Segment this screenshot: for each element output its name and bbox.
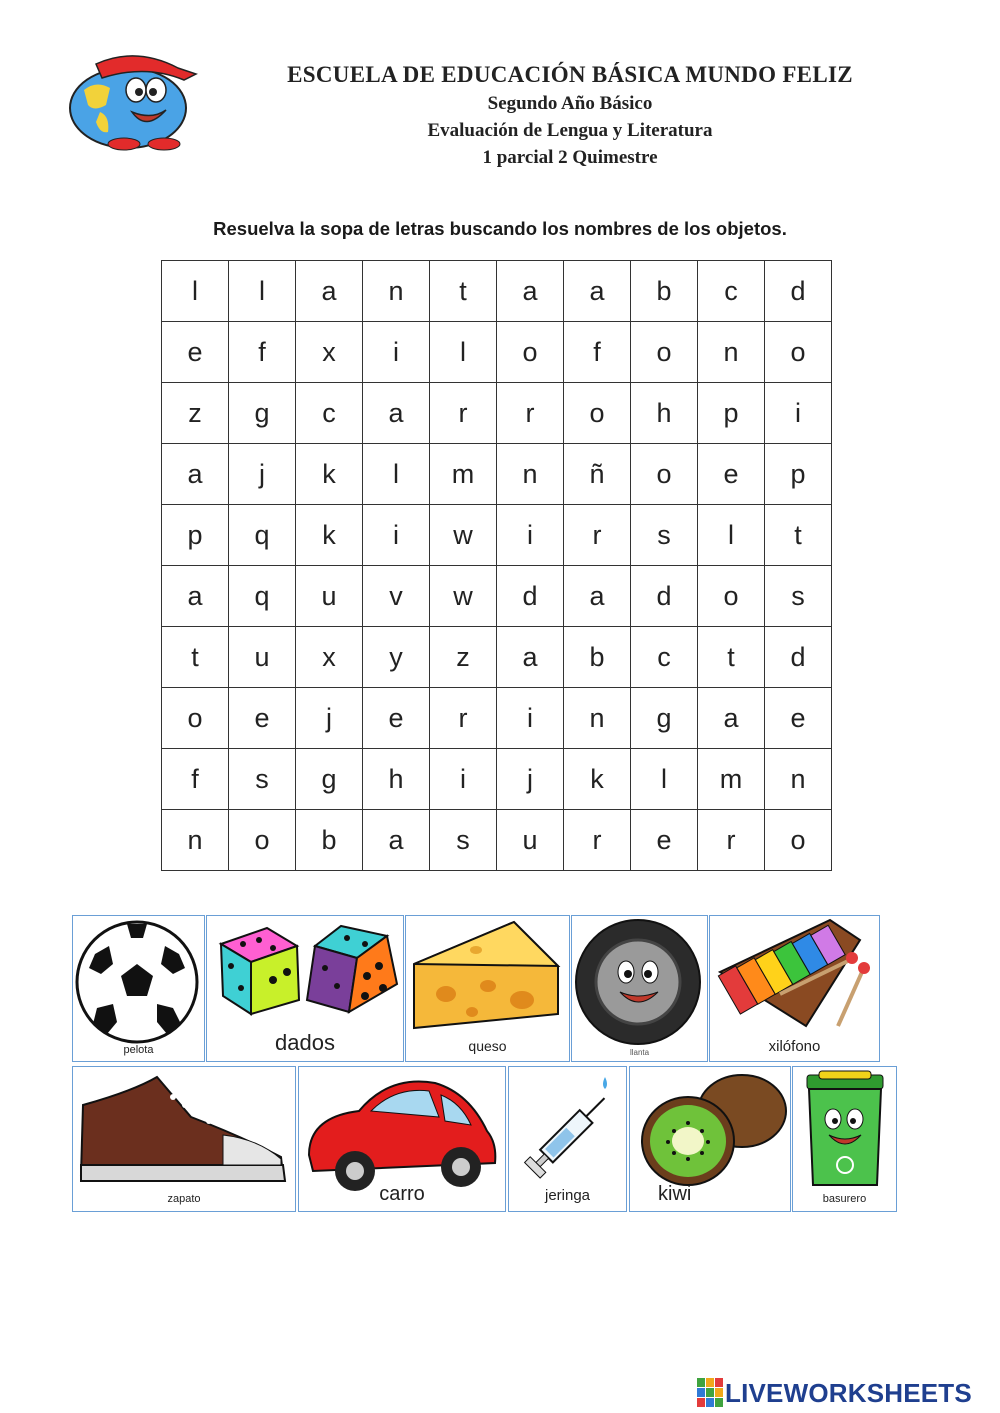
grid-cell[interactable]: u	[497, 810, 564, 871]
grid-cell[interactable]: j	[497, 749, 564, 810]
grid-cell[interactable]: i	[497, 505, 564, 566]
grid-cell[interactable]: e	[698, 444, 765, 505]
grid-cell[interactable]: s	[631, 505, 698, 566]
term: 1 parcial 2 Quimestre	[482, 147, 658, 168]
grid-cell[interactable]: n	[564, 688, 631, 749]
card-zapato	[72, 1066, 296, 1212]
grid-cell[interactable]: c	[698, 261, 765, 322]
card-llanta	[571, 915, 708, 1062]
grid-cell[interactable]: r	[698, 810, 765, 871]
word-search-grid	[161, 260, 832, 871]
grid-cell[interactable]: q	[229, 566, 296, 627]
grid-cell[interactable]: i	[363, 505, 430, 566]
grid-cell[interactable]: d	[497, 566, 564, 627]
grid-row	[162, 383, 832, 444]
grid-cell[interactable]: a	[497, 627, 564, 688]
grid-cell[interactable]: s	[229, 749, 296, 810]
grid-cell[interactable]: l	[631, 749, 698, 810]
grid-row	[162, 749, 832, 810]
grid-cell[interactable]: g	[229, 383, 296, 444]
grid-cell[interactable]: e	[363, 688, 430, 749]
grid-cell[interactable]: r	[564, 810, 631, 871]
grid-cell[interactable]: k	[296, 444, 363, 505]
grid-cell[interactable]: s	[765, 566, 832, 627]
grid-cell[interactable]: z	[430, 627, 497, 688]
grid-cell[interactable]: i	[765, 383, 832, 444]
grid-cell[interactable]: l	[430, 322, 497, 383]
card-jeringa	[508, 1066, 627, 1212]
grid-cell[interactable]: f	[564, 322, 631, 383]
grid-cell[interactable]: a	[564, 566, 631, 627]
grid-cell[interactable]: o	[229, 810, 296, 871]
grid-cell[interactable]: j	[229, 444, 296, 505]
grid-cell[interactable]: h	[363, 749, 430, 810]
grid-cell[interactable]: d	[765, 627, 832, 688]
grid-cell[interactable]: r	[564, 505, 631, 566]
school-logo	[66, 50, 206, 152]
grid-cell[interactable]: a	[363, 383, 430, 444]
grid-cell[interactable]: a	[162, 566, 229, 627]
label-queso: queso	[468, 1038, 507, 1054]
grid-cell[interactable]: t	[162, 627, 229, 688]
label-zapato: zapato	[167, 1193, 201, 1205]
grid-cell[interactable]: n	[698, 322, 765, 383]
grid-cell[interactable]: y	[363, 627, 430, 688]
grid-cell[interactable]: r	[430, 383, 497, 444]
grid-cell[interactable]: u	[296, 566, 363, 627]
grid-cell[interactable]: w	[430, 505, 497, 566]
grid-cell[interactable]: o	[765, 322, 832, 383]
grid-cell[interactable]: i	[497, 688, 564, 749]
grid-cell[interactable]: a	[363, 810, 430, 871]
grid-cell[interactable]: i	[430, 749, 497, 810]
grid-cell[interactable]: d	[631, 566, 698, 627]
grid-cell[interactable]: b	[564, 627, 631, 688]
label-dados: dados	[275, 1030, 335, 1055]
liveworksheets-logo-icon	[697, 1378, 723, 1408]
card-queso	[405, 915, 570, 1062]
grid-cell[interactable]: l	[698, 505, 765, 566]
grid-cell[interactable]: h	[631, 383, 698, 444]
grid-row	[162, 444, 832, 505]
label-pelota: pelota	[123, 1044, 154, 1056]
grid-cell[interactable]: l	[162, 261, 229, 322]
label-carro: carro	[379, 1183, 425, 1205]
grid-cell[interactable]: e	[631, 810, 698, 871]
grid-cell[interactable]: m	[430, 444, 497, 505]
label-basurero: basurero	[822, 1193, 867, 1205]
grid-cell[interactable]: e	[162, 322, 229, 383]
grid-cell[interactable]: f	[162, 749, 229, 810]
grid-cell[interactable]: x	[296, 322, 363, 383]
grid-cell[interactable]: c	[296, 383, 363, 444]
grid-row	[162, 505, 832, 566]
label-llanta: llanta	[629, 1048, 650, 1057]
grid-cell[interactable]: b	[296, 810, 363, 871]
grid-cell[interactable]: j	[296, 688, 363, 749]
document-header	[230, 60, 910, 171]
grid-cell[interactable]: g	[296, 749, 363, 810]
grid-cell[interactable]: c	[631, 627, 698, 688]
grid-row	[162, 688, 832, 749]
tire-icon	[572, 916, 707, 1061]
grid-cell[interactable]: l	[363, 444, 430, 505]
grid-cell[interactable]: o	[162, 688, 229, 749]
grade: Segundo Año Básico	[487, 93, 653, 114]
liveworksheets-brand: LIVEWORKSHEETS	[725, 1378, 972, 1408]
grid-cell[interactable]: q	[229, 505, 296, 566]
grid-cell[interactable]: n	[765, 749, 832, 810]
grid-cell[interactable]: d	[765, 261, 832, 322]
grid-cell[interactable]: p	[765, 444, 832, 505]
grid-cell[interactable]: a	[162, 444, 229, 505]
label-kiwi: kiwi	[658, 1183, 692, 1205]
grid-cell[interactable]: w	[430, 566, 497, 627]
grid-cell[interactable]: z	[162, 383, 229, 444]
grid-row	[162, 322, 832, 383]
grid-cell[interactable]: a	[698, 688, 765, 749]
grid-row	[162, 261, 832, 322]
grid-cell[interactable]: m	[698, 749, 765, 810]
card-carro	[298, 1066, 506, 1212]
grid-cell[interactable]: ñ	[564, 444, 631, 505]
grid-row	[162, 566, 832, 627]
grid-row	[162, 810, 832, 871]
card-xilofono	[709, 915, 880, 1062]
grid-cell[interactable]: t	[765, 505, 832, 566]
grid-cell[interactable]: k	[564, 749, 631, 810]
grid-cell[interactable]: l	[229, 261, 296, 322]
soccer-ball-icon	[73, 916, 204, 1061]
card-dados	[206, 915, 404, 1062]
grid-cell[interactable]: o	[631, 322, 698, 383]
school-name: ESCUELA DE EDUCACIÓN BÁSICA MUNDO FELIZ	[287, 62, 853, 87]
grid-cell[interactable]: e	[765, 688, 832, 749]
grid-cell[interactable]: o	[497, 322, 564, 383]
grid-cell[interactable]: a	[564, 261, 631, 322]
grid-row	[162, 627, 832, 688]
grid-cell[interactable]: r	[497, 383, 564, 444]
grid-cell[interactable]: o	[631, 444, 698, 505]
instruction: Resuelva la sopa de letras buscando los nombres de los objetos.	[213, 218, 787, 239]
card-kiwi	[629, 1066, 791, 1212]
grid-cell[interactable]: o	[765, 810, 832, 871]
grid-cell[interactable]: g	[631, 688, 698, 749]
grid-cell[interactable]: t	[698, 627, 765, 688]
grid-cell[interactable]: p	[698, 383, 765, 444]
grid-cell[interactable]: n	[497, 444, 564, 505]
trash-bin-icon	[793, 1067, 896, 1211]
label-jeringa: jeringa	[544, 1187, 591, 1204]
grid-cell[interactable]: k	[296, 505, 363, 566]
grid-cell[interactable]: n	[363, 261, 430, 322]
grid-cell[interactable]: i	[363, 322, 430, 383]
grid-cell[interactable]: s	[430, 810, 497, 871]
grid-cell[interactable]: t	[430, 261, 497, 322]
grid-cell[interactable]: p	[162, 505, 229, 566]
grid-cell[interactable]: f	[229, 322, 296, 383]
grid-cell[interactable]: o	[564, 383, 631, 444]
grid-cell[interactable]: e	[229, 688, 296, 749]
grid-cell[interactable]: a	[497, 261, 564, 322]
grid-cell[interactable]: n	[162, 810, 229, 871]
grid-cell[interactable]: v	[363, 566, 430, 627]
grid-cell[interactable]: b	[631, 261, 698, 322]
shoe-icon	[73, 1067, 295, 1211]
grid-cell[interactable]: r	[430, 688, 497, 749]
card-pelota	[72, 915, 205, 1062]
grid-cell[interactable]: x	[296, 627, 363, 688]
label-xilofono: xilófono	[768, 1038, 821, 1055]
grid-cell[interactable]: u	[229, 627, 296, 688]
subject: Evaluación de Lengua y Literatura	[427, 120, 713, 141]
liveworksheets-footer	[697, 1376, 997, 1410]
grid-cell[interactable]: a	[296, 261, 363, 322]
card-basurero	[792, 1066, 897, 1212]
grid-cell[interactable]: o	[698, 566, 765, 627]
